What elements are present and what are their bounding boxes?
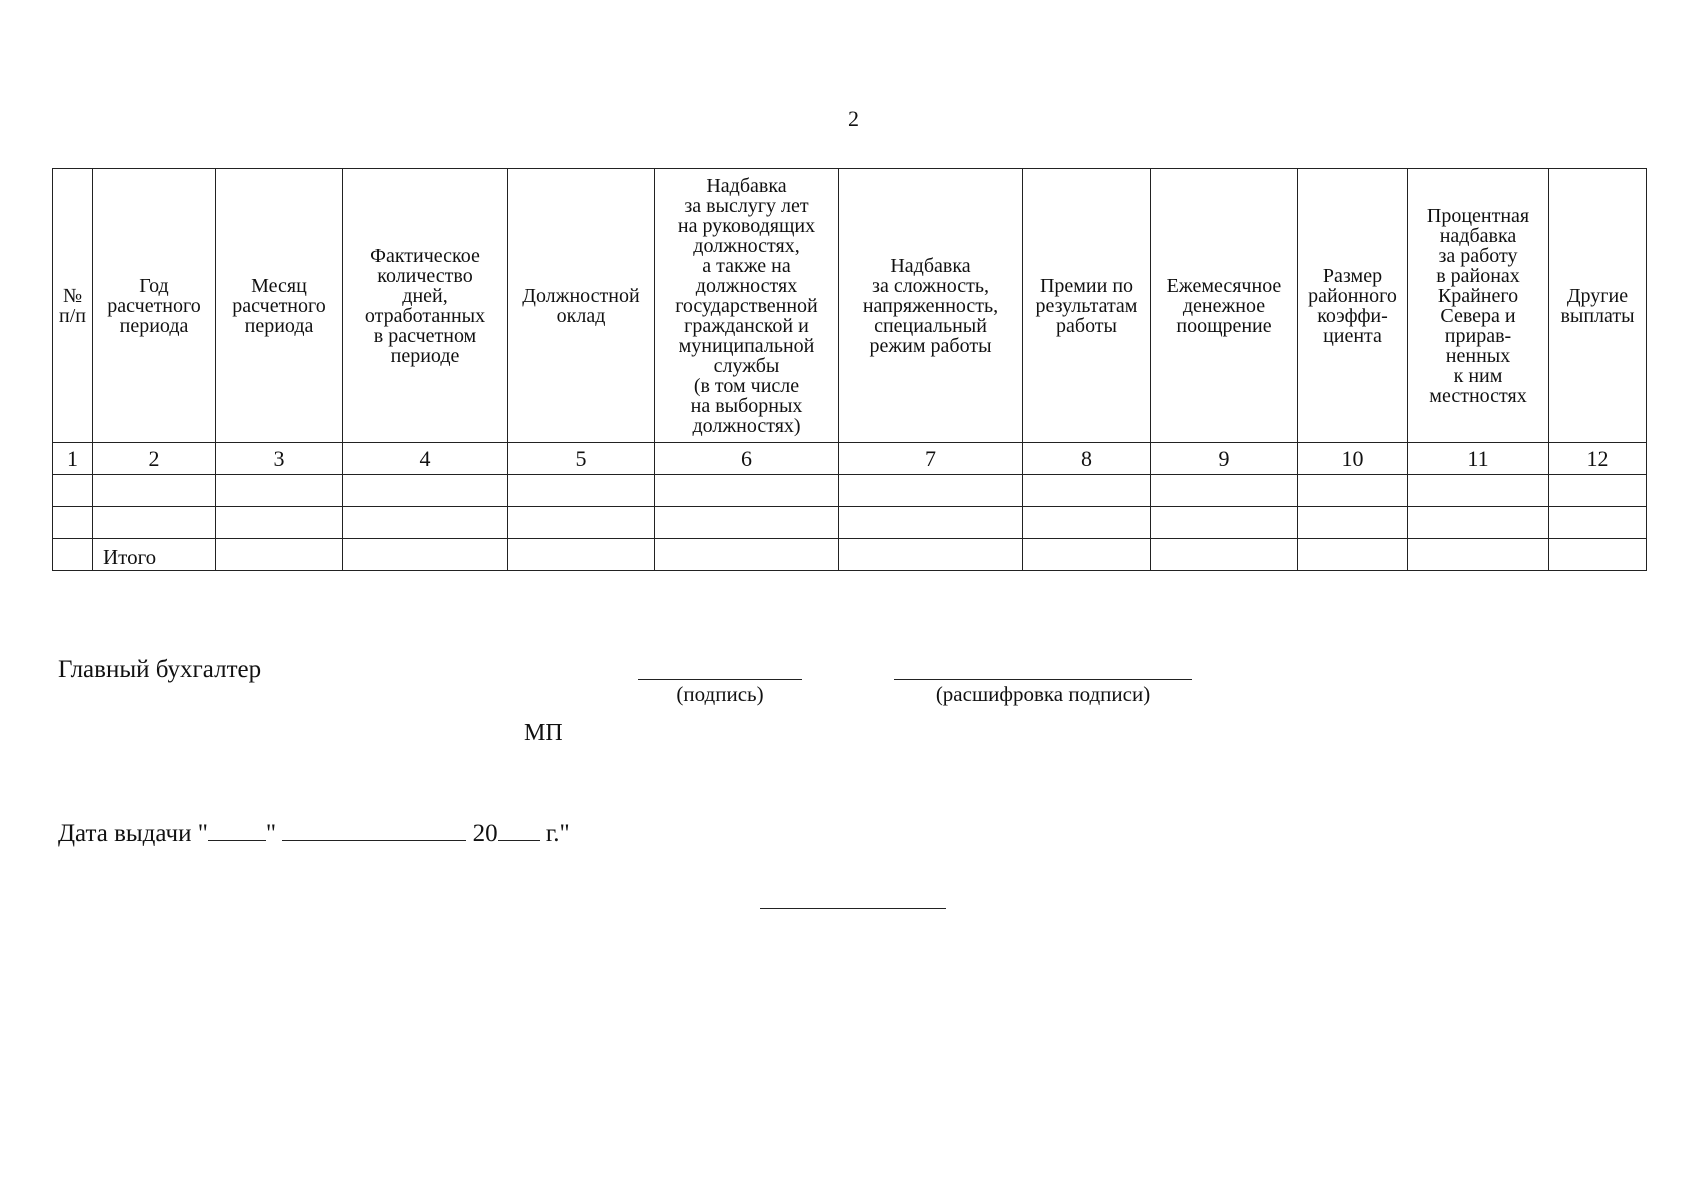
table-cell	[655, 539, 839, 571]
table-cell	[1151, 507, 1298, 539]
col-header-regional-coefficient: Размер районного коэффи- циента	[1298, 169, 1408, 443]
issue-date-line	[58, 820, 570, 848]
table-cell	[93, 507, 216, 539]
column-number: 8	[1023, 443, 1151, 475]
table-cell	[839, 507, 1023, 539]
table-cell	[93, 475, 216, 507]
table-cell	[508, 539, 655, 571]
table-cell	[216, 507, 343, 539]
column-number: 10	[1298, 443, 1408, 475]
table-cell	[53, 475, 93, 507]
table-cell	[1298, 539, 1408, 571]
column-number: 11	[1408, 443, 1549, 475]
total-label: Итого	[93, 539, 216, 571]
table-cell	[508, 475, 655, 507]
table-cell	[508, 507, 655, 539]
column-number: 4	[343, 443, 508, 475]
day-blank	[208, 820, 266, 841]
page-number: 2	[848, 106, 859, 131]
table-cell	[839, 475, 1023, 507]
column-number: 5	[508, 443, 655, 475]
col-header-bonuses: Премии по результатам работы	[1023, 169, 1151, 443]
table-row	[53, 475, 1647, 507]
table-cell	[343, 507, 508, 539]
table-cell	[839, 539, 1023, 571]
table-cell	[655, 475, 839, 507]
table-cell	[655, 507, 839, 539]
col-header-monthly-incentive: Ежемесячное денежное поощрение	[1151, 169, 1298, 443]
col-header-year: Год расчетного периода	[93, 169, 216, 443]
col-header-days-worked: Фактическое количество дней, отработанных в расчетном периоде	[343, 169, 508, 443]
column-number: 6	[655, 443, 839, 475]
col-header-north-allowance: Процентная надбавка за работу в районах Крайнего Севера и прирав- ненных к ним местностях	[1408, 169, 1549, 443]
table-cell	[216, 475, 343, 507]
table-cell	[343, 475, 508, 507]
table-cell	[1549, 539, 1647, 571]
table-cell	[1298, 507, 1408, 539]
col-header-number: № п/п	[53, 169, 93, 443]
signature-decode-line	[894, 679, 1192, 680]
end-separator-line	[760, 908, 946, 909]
table-cell	[1549, 475, 1647, 507]
column-number-row	[53, 443, 1647, 475]
table-cell	[343, 539, 508, 571]
signature-decode-caption: (расшифровка подписи)	[935, 682, 1151, 706]
table-cell	[1151, 539, 1298, 571]
table-cell	[1408, 539, 1549, 571]
year-blank	[498, 820, 540, 841]
table-cell	[53, 507, 93, 539]
table-cell	[53, 539, 93, 571]
signature-caption: (подпись)	[676, 682, 764, 706]
seal-place-mark: МП	[524, 720, 563, 746]
column-number: 7	[839, 443, 1023, 475]
table-cell	[1023, 539, 1151, 571]
column-number: 9	[1151, 443, 1298, 475]
header-row	[53, 169, 1647, 443]
table-cell	[1408, 475, 1549, 507]
table-cell	[1408, 507, 1549, 539]
col-header-complexity-allowance: Надбавка за сложность, напряженность, специальный режим работы	[839, 169, 1023, 443]
issue-date-century: 20	[466, 820, 498, 847]
column-number: 12	[1549, 443, 1647, 475]
table-cell	[1023, 507, 1151, 539]
issue-date-suffix: г."	[539, 820, 570, 847]
column-number: 1	[53, 443, 93, 475]
table-cell	[1151, 475, 1298, 507]
table-cell	[1298, 475, 1408, 507]
signature-line	[638, 679, 802, 680]
col-header-official-salary: Должностной оклад	[508, 169, 655, 443]
col-header-seniority-allowance: Надбавка за выслугу лет на руководящих должностях, а также на должностях государственной гражданской и муниципальной службы (в том числе на выборных должностях)	[655, 169, 839, 443]
col-header-other-payments: Другие выплаты	[1549, 169, 1647, 443]
table-cell	[216, 539, 343, 571]
issue-date-quote: "	[265, 820, 283, 847]
salary-table	[52, 168, 1647, 571]
column-number: 3	[216, 443, 343, 475]
issue-date-label: Дата выдачи "	[58, 820, 208, 847]
table-cell	[1549, 507, 1647, 539]
month-blank	[282, 820, 466, 841]
table-row	[53, 507, 1647, 539]
col-header-month: Месяц расчетного периода	[216, 169, 343, 443]
total-row	[53, 539, 1647, 571]
column-number: 2	[93, 443, 216, 475]
chief-accountant-title: Главный бухгалтер	[58, 656, 262, 683]
table-cell	[1023, 475, 1151, 507]
